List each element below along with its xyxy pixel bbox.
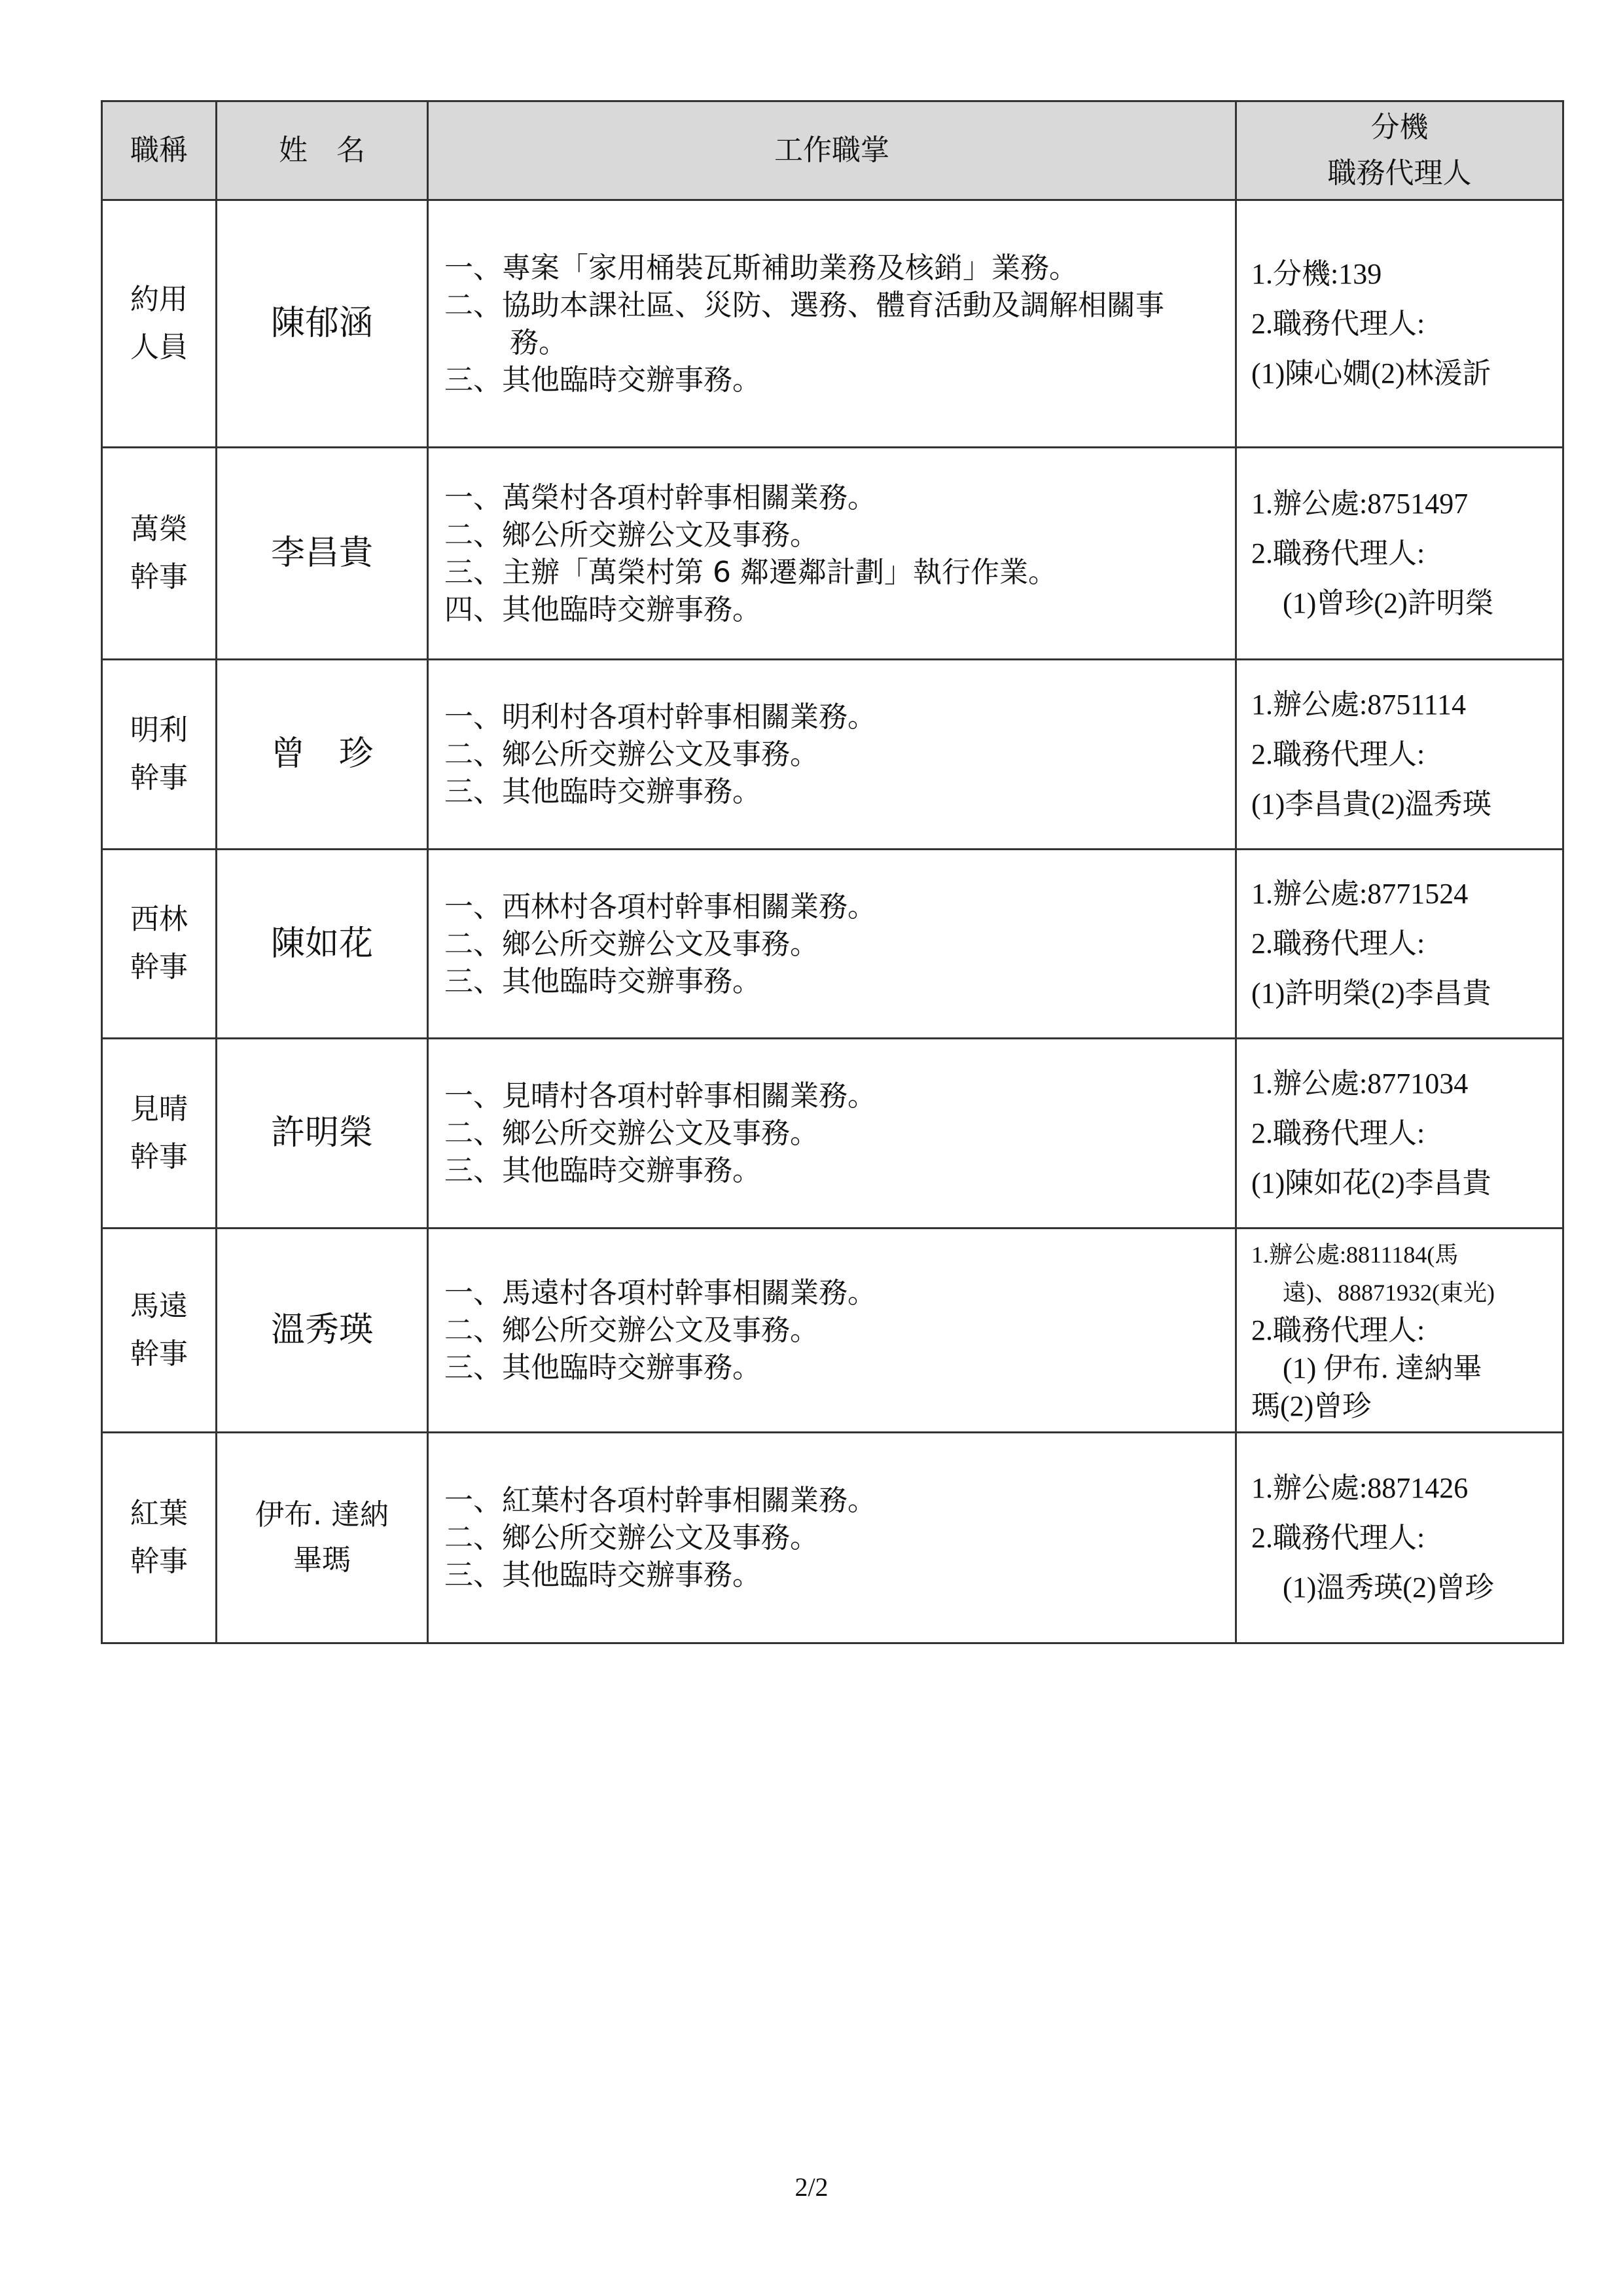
row-title-line: 幹事 [130, 1139, 188, 1174]
ext-line: 瑪(2)曾珍 [1251, 1390, 1372, 1422]
row-title-line: 幹事 [130, 1336, 188, 1371]
duty-item: 二、鄉公所交辦公文及事務。 [444, 1117, 819, 1150]
row-name-line: 畢瑪 [293, 1543, 351, 1577]
ext-line: 2.職務代理人: [1251, 1521, 1425, 1554]
ext-line: (1)許明榮(2)李昌貴 [1251, 977, 1491, 1009]
ext-line: 2.職務代理人: [1251, 1117, 1425, 1149]
row-duties [428, 448, 1236, 660]
ext-line: 1.辦公處:8771524 [1251, 878, 1469, 910]
row-duties [428, 660, 1236, 850]
duty-item: 三、其他臨時交辦事務。 [444, 1154, 761, 1187]
row-title-line: 幹事 [130, 560, 188, 594]
table-row [102, 448, 1563, 660]
table-row [102, 850, 1563, 1039]
duty-item: 一、紅葉村各項村幹事相關業務。 [444, 1484, 876, 1517]
row-ext [1236, 1433, 1563, 1643]
row-title-line: 幹事 [130, 1544, 188, 1578]
duty-item: 二、協助本課社區、災防、選務、體育活動及調解相關事 [444, 288, 1164, 322]
duty-item: 三、其他臨時交辦事務。 [444, 1558, 761, 1592]
row-name: 曾 珍 [217, 660, 428, 850]
row-name-line: 伊布. 達納 [255, 1498, 389, 1532]
row-title-line: 馬遠 [130, 1289, 188, 1323]
row-duties [428, 1039, 1236, 1229]
duty-item: 一、見晴村各項村幹事相關業務。 [444, 1079, 876, 1113]
table-row [102, 660, 1563, 850]
duty-item: 三、其他臨時交辦事務。 [444, 1351, 761, 1384]
duty-item: 三、其他臨時交辦事務。 [444, 363, 761, 397]
duty-item: 一、明利村各項村幹事相關業務。 [444, 700, 876, 734]
duty-item: 二、鄉公所交辦公文及事務。 [444, 1314, 819, 1347]
row-ext [1236, 448, 1563, 660]
row-ext [1236, 660, 1563, 850]
ext-line: 2.職務代理人: [1251, 927, 1425, 960]
row-title-line: 約用 [130, 282, 188, 316]
table-row [102, 1433, 1563, 1643]
ext-line: 1.辦公處:8751497 [1251, 487, 1469, 520]
header-deputy-line: 職務代理人 [1327, 156, 1472, 190]
duty-item: 二、鄉公所交辦公文及事務。 [444, 1521, 819, 1554]
table-row [102, 1229, 1563, 1433]
ext-line: (1)李昌貴(2)溫秀瑛 [1251, 787, 1491, 820]
ext-line: 2.職務代理人: [1251, 738, 1425, 770]
row-name [217, 1433, 428, 1643]
row-title-line: 幹事 [130, 761, 188, 795]
ext-line: (1)陳如花(2)李昌貴 [1251, 1166, 1491, 1199]
ext-line: (1)陳心嫺(2)林湲訢 [1251, 357, 1491, 389]
row-duties [428, 1229, 1236, 1433]
ext-line: 1.分機:139 [1251, 257, 1382, 290]
row-title-line: 明利 [130, 713, 188, 747]
duty-item: 一、西林村各項村幹事相關業務。 [444, 889, 876, 924]
row-title-line: 西林 [130, 903, 188, 937]
ext-line: (1) 伊布. 達納畢 [1283, 1352, 1482, 1384]
ext-line: (1)曾珍(2)許明榮 [1283, 586, 1494, 619]
ext-line: 1.辦公處:8871426 [1251, 1471, 1469, 1504]
ext-line: 2.職務代理人: [1251, 537, 1425, 569]
row-title [102, 660, 217, 850]
row-title-line: 幹事 [130, 950, 188, 984]
header-name: 姓 名 [217, 101, 428, 200]
row-name: 許明榮 [217, 1039, 428, 1229]
row-ext [1236, 1229, 1563, 1433]
row-ext [1236, 200, 1563, 448]
row-name: 陳郁涵 [217, 200, 428, 448]
duty-item: 三、主辦「萬榮村第 6 鄰遷鄰計劃」執行作業。 [444, 555, 1057, 589]
row-name: 溫秀瑛 [217, 1229, 428, 1433]
row-name: 陳如花 [217, 850, 428, 1039]
duty-item: 二、鄉公所交辦公文及事務。 [444, 927, 819, 961]
table-row [102, 200, 1563, 448]
row-duties [428, 850, 1236, 1039]
table-row [102, 1039, 1563, 1229]
header-title: 職稱 [102, 101, 217, 200]
row-name: 李昌貴 [217, 448, 428, 660]
row-title-line: 人員 [130, 330, 188, 364]
page-number: 2/2 [794, 2172, 829, 2202]
row-ext [1236, 1039, 1563, 1229]
header-row [102, 101, 1563, 200]
duty-item: 一、專案「家用桶裝瓦斯補助業務及核銷」業務。 [444, 251, 1078, 285]
row-title-line: 紅葉 [130, 1496, 188, 1530]
duty-item: 二、鄉公所交辦公文及事務。 [444, 738, 819, 771]
ext-line: 2.職務代理人: [1251, 307, 1425, 340]
duty-item: 一、馬遠村各項村幹事相關業務。 [444, 1276, 876, 1310]
header-ext-line: 分機 [1370, 110, 1429, 144]
row-title [102, 1433, 217, 1643]
duty-item: 一、萬榮村各項村幹事相關業務。 [444, 480, 876, 514]
row-title [102, 1039, 217, 1229]
row-title [102, 448, 217, 660]
header-ext [1236, 101, 1563, 200]
row-duties [428, 200, 1236, 448]
duties-table [101, 100, 1564, 1644]
row-title-line: 萬榮 [130, 512, 188, 546]
ext-line: (1)溫秀瑛(2)曾珍 [1283, 1571, 1494, 1604]
row-duties [428, 1433, 1236, 1643]
duty-item: 二、鄉公所交辦公文及事務。 [444, 518, 819, 552]
ext-line: 遠)、88871932(東光) [1283, 1279, 1495, 1306]
ext-line: 1.辦公處:8811184(馬 [1251, 1241, 1459, 1268]
duty-item: 四、其他臨時交辦事務。 [444, 592, 761, 626]
row-title [102, 200, 217, 448]
ext-line: 2.職務代理人: [1251, 1314, 1425, 1346]
header-duties: 工作職掌 [428, 101, 1236, 200]
row-title [102, 1229, 217, 1433]
row-title [102, 850, 217, 1039]
duty-item: 三、其他臨時交辦事務。 [444, 775, 761, 808]
duty-item-continued: 務。 [510, 325, 567, 359]
row-ext [1236, 850, 1563, 1039]
row-title-line: 見晴 [130, 1092, 188, 1126]
ext-line: 1.辦公處:8751114 [1251, 688, 1466, 721]
duty-item: 三、其他臨時交辦事務。 [444, 964, 761, 998]
ext-line: 1.辦公處:8771034 [1251, 1067, 1469, 1100]
